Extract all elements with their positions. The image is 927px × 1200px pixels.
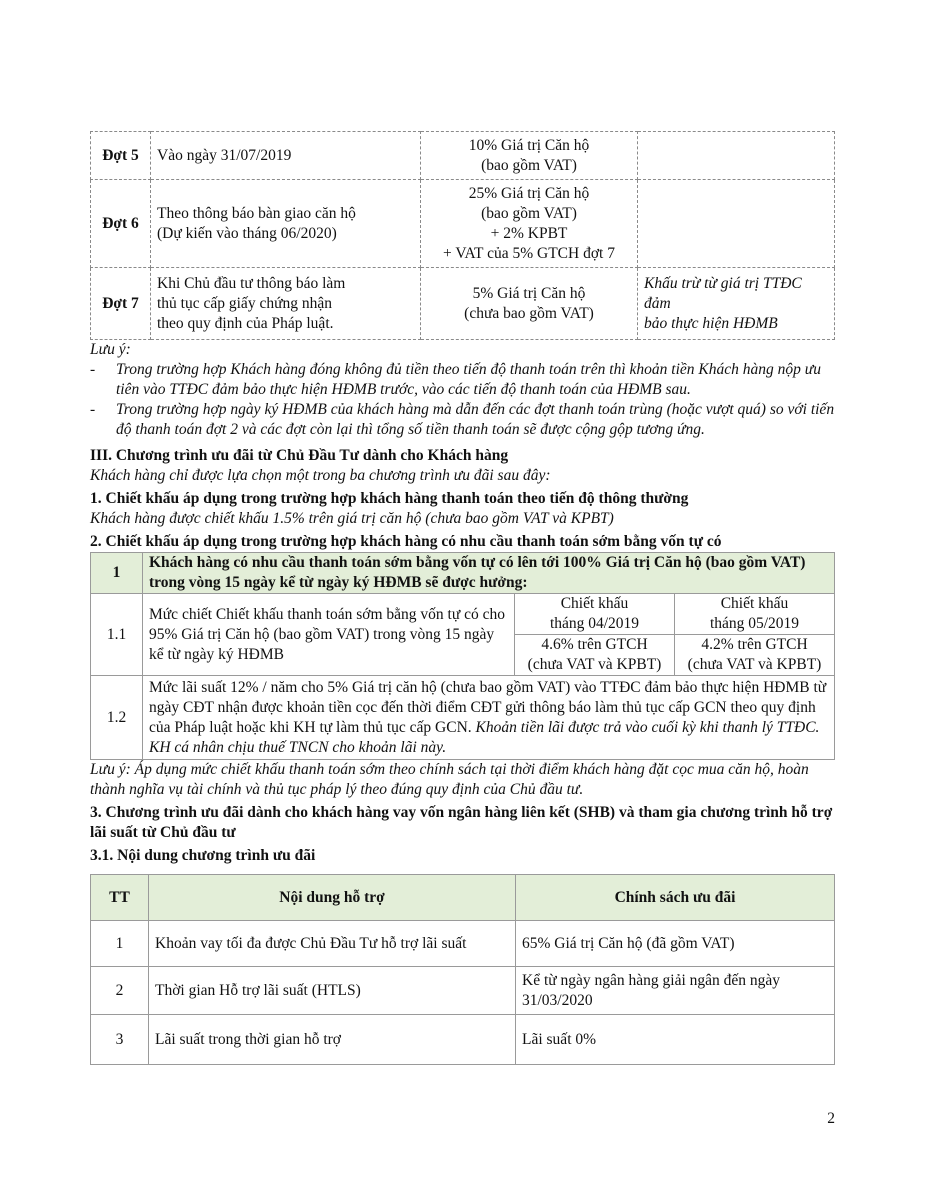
installment-amount: 10% Giá trị Căn hộ (bao gồm VAT)	[421, 132, 638, 180]
note-item: - Trong trường hợp Khách hàng đóng không đủ tiền theo tiến độ thanh toán trên thì khoản tiền Khách hàng nộp ưu tiên vào TTĐC đảm bảo thực hiện HĐMB trước, vào các tiến độ thanh toán của HĐMB sau.	[90, 360, 835, 400]
subsection-heading: 3. Chương trình ưu đãi dành cho khách hàng vay vốn ngân hàng liên kết (SHB) và tham gia chương trình hỗ trợ lãi suất từ Chủ đầu tư	[90, 804, 833, 841]
section-intro: Khách hàng chỉ được lựa chọn một trong ba chương trình ưu đãi sau đây:	[90, 467, 551, 484]
table-row	[91, 1015, 835, 1065]
payment-schedule-table	[90, 131, 835, 340]
installment-note: Khấu trừ từ giá trị TTĐC đảm bảo thực hiện HĐMB	[638, 268, 835, 340]
header-policy: Chính sách ưu đãi	[516, 875, 835, 921]
note-text: Trong trường hợp ngày ký HĐMB của khách hàng mà dẫn đến các đợt thanh toán trùng (hoặc vượt quá) so với tiến độ thanh toán đợt 2 và các đợt còn lại thì tổng số tiền thanh toán sẽ được cộng gộp tương ứng.	[116, 401, 835, 438]
discount-value-april: 4.6% trên GTCH (chưa VAT và KPBT)	[515, 635, 675, 676]
cell-content: Khoản vay tối đa được Chủ Đầu Tư hỗ trợ lãi suất	[149, 921, 516, 967]
header-tt: TT	[91, 875, 149, 921]
subsection-heading: 2. Chiết khấu áp dụng trong trường hợp khách hàng có nhu cầu thanh toán sớm bằng vốn tự có	[90, 533, 722, 550]
row-number: 1.2	[91, 676, 143, 760]
cell-tt: 1	[91, 921, 149, 967]
installment-amount: 25% Giá trị Căn hộ (bao gồm VAT) + 2% KPBT + VAT của 5% GTCH đợt 7	[421, 180, 638, 268]
installment-time: Vào ngày 31/07/2019	[151, 132, 421, 180]
row-text-main: Mức lãi suất 12% / năm cho 5% Giá trị căn hộ (chưa bao gồm VAT) vào TTĐC đảm bảo thực hiện HĐMB từ ngày CĐT nhận được khoản tiền cọc đến thời điểm CĐT gửi thông báo làm thủ tục cấp GCN theo quy định của Pháp luật hoặc khi KH tự làm thủ tục cấp GCN.	[149, 678, 827, 736]
cell-tt: 3	[91, 1015, 149, 1065]
early-payment-table	[90, 552, 835, 760]
row-text	[143, 676, 835, 760]
table-header-row	[91, 875, 835, 921]
installment-label: Đợt 5	[91, 132, 151, 180]
table-row	[91, 268, 835, 340]
cell-policy: Kể từ ngày ngân hàng giải ngân đến ngày 31/03/2020	[516, 967, 835, 1015]
cell-content: Thời gian Hỗ trợ lãi suất (HTLS)	[149, 967, 516, 1015]
installment-label: Đợt 6	[91, 180, 151, 268]
row-text: Khách hàng có nhu cầu thanh toán sớm bằng vốn tự có lên tới 100% Giá trị Căn hộ (bao gồm VAT) trong vòng 15 ngày kể từ ngày ký HĐMB sẽ được hưởng:	[143, 553, 835, 594]
document-page	[90, 131, 835, 1065]
table-row	[91, 967, 835, 1015]
table-row	[91, 594, 835, 635]
cell-policy: 65% Giá trị Căn hộ (đã gồm VAT)	[516, 921, 835, 967]
subsection-text: Khách hàng được chiết khấu 1.5% trên giá trị căn hộ (chưa bao gồm VAT và KPBT)	[90, 510, 614, 527]
installment-note	[638, 132, 835, 180]
section-heading: III. Chương trình ưu đãi từ Chủ Đầu Tư dành cho Khách hàng	[90, 447, 509, 464]
note-title: Lưu ý:	[90, 341, 131, 358]
cell-policy: Lãi suất 0%	[516, 1015, 835, 1065]
support-table	[90, 874, 835, 1065]
note-text: Trong trường hợp Khách hàng đóng không đủ tiền theo tiến độ thanh toán trên thì khoản tiền Khách hàng nộp ưu tiên vào TTĐC đảm bảo thực hiện HĐMB trước, vào các tiến độ thanh toán của HĐMB sau.	[116, 361, 821, 398]
row-number: 1	[91, 553, 143, 594]
header-content: Nội dung hỗ trợ	[149, 875, 516, 921]
row-text: Mức chiết Chiết khấu thanh toán sớm bằng vốn tự có cho 95% Giá trị Căn hộ (bao gồm VAT) trong vòng 15 ngày kể từ ngày ký HĐMB	[143, 594, 515, 676]
table-row	[91, 921, 835, 967]
discount-header-may: Chiết khấu tháng 05/2019	[675, 594, 835, 635]
discount-value-may: 4.2% trên GTCH (chưa VAT và KPBT)	[675, 635, 835, 676]
table-row	[91, 180, 835, 268]
table-row	[91, 553, 835, 594]
installment-label: Đợt 7	[91, 268, 151, 340]
installment-note	[638, 180, 835, 268]
row-number: 1.1	[91, 594, 143, 676]
subsection-heading: 1. Chiết khấu áp dụng trong trường hợp khách hàng thanh toán theo tiến độ thông thường	[90, 490, 689, 507]
table-row	[91, 132, 835, 180]
installment-time: Theo thông báo bàn giao căn hộ (Dự kiến vào tháng 06/2020)	[151, 180, 421, 268]
cell-content: Lãi suất trong thời gian hỗ trợ	[149, 1015, 516, 1065]
subsection-heading: 3.1. Nội dung chương trình ưu đãi	[90, 847, 316, 864]
discount-header-april: Chiết khấu tháng 04/2019	[515, 594, 675, 635]
table-row	[91, 676, 835, 760]
row-text-italic: Khoản tiền lãi được trả vào cuối kỳ khi thanh lý TTĐC. KH cá nhân chịu thuế TNCN cho khoản lãi này.	[149, 718, 820, 756]
page-number: 2	[827, 1110, 835, 1127]
installment-time: Khi Chủ đầu tư thông báo làm thủ tục cấp giấy chứng nhận theo quy định của Pháp luật.	[151, 268, 421, 340]
note-2: Lưu ý: Áp dụng mức chiết khấu thanh toán sớm theo chính sách tại thời điểm khách hàng đặt cọc mua căn hộ, hoàn thành nghĩa vụ tài chính và thủ tục pháp lý theo đúng quy định của Chủ đầu tư.	[90, 761, 809, 798]
note-item: - Trong trường hợp ngày ký HĐMB của khách hàng mà dẫn đến các đợt thanh toán trùng (hoặc vượt quá) so với tiến độ thanh toán đợt 2 và các đợt còn lại thì tổng số tiền thanh toán sẽ được cộng gộp tương ứng.	[90, 401, 835, 438]
cell-tt: 2	[91, 967, 149, 1015]
installment-amount: 5% Giá trị Căn hộ (chưa bao gồm VAT)	[421, 268, 638, 340]
